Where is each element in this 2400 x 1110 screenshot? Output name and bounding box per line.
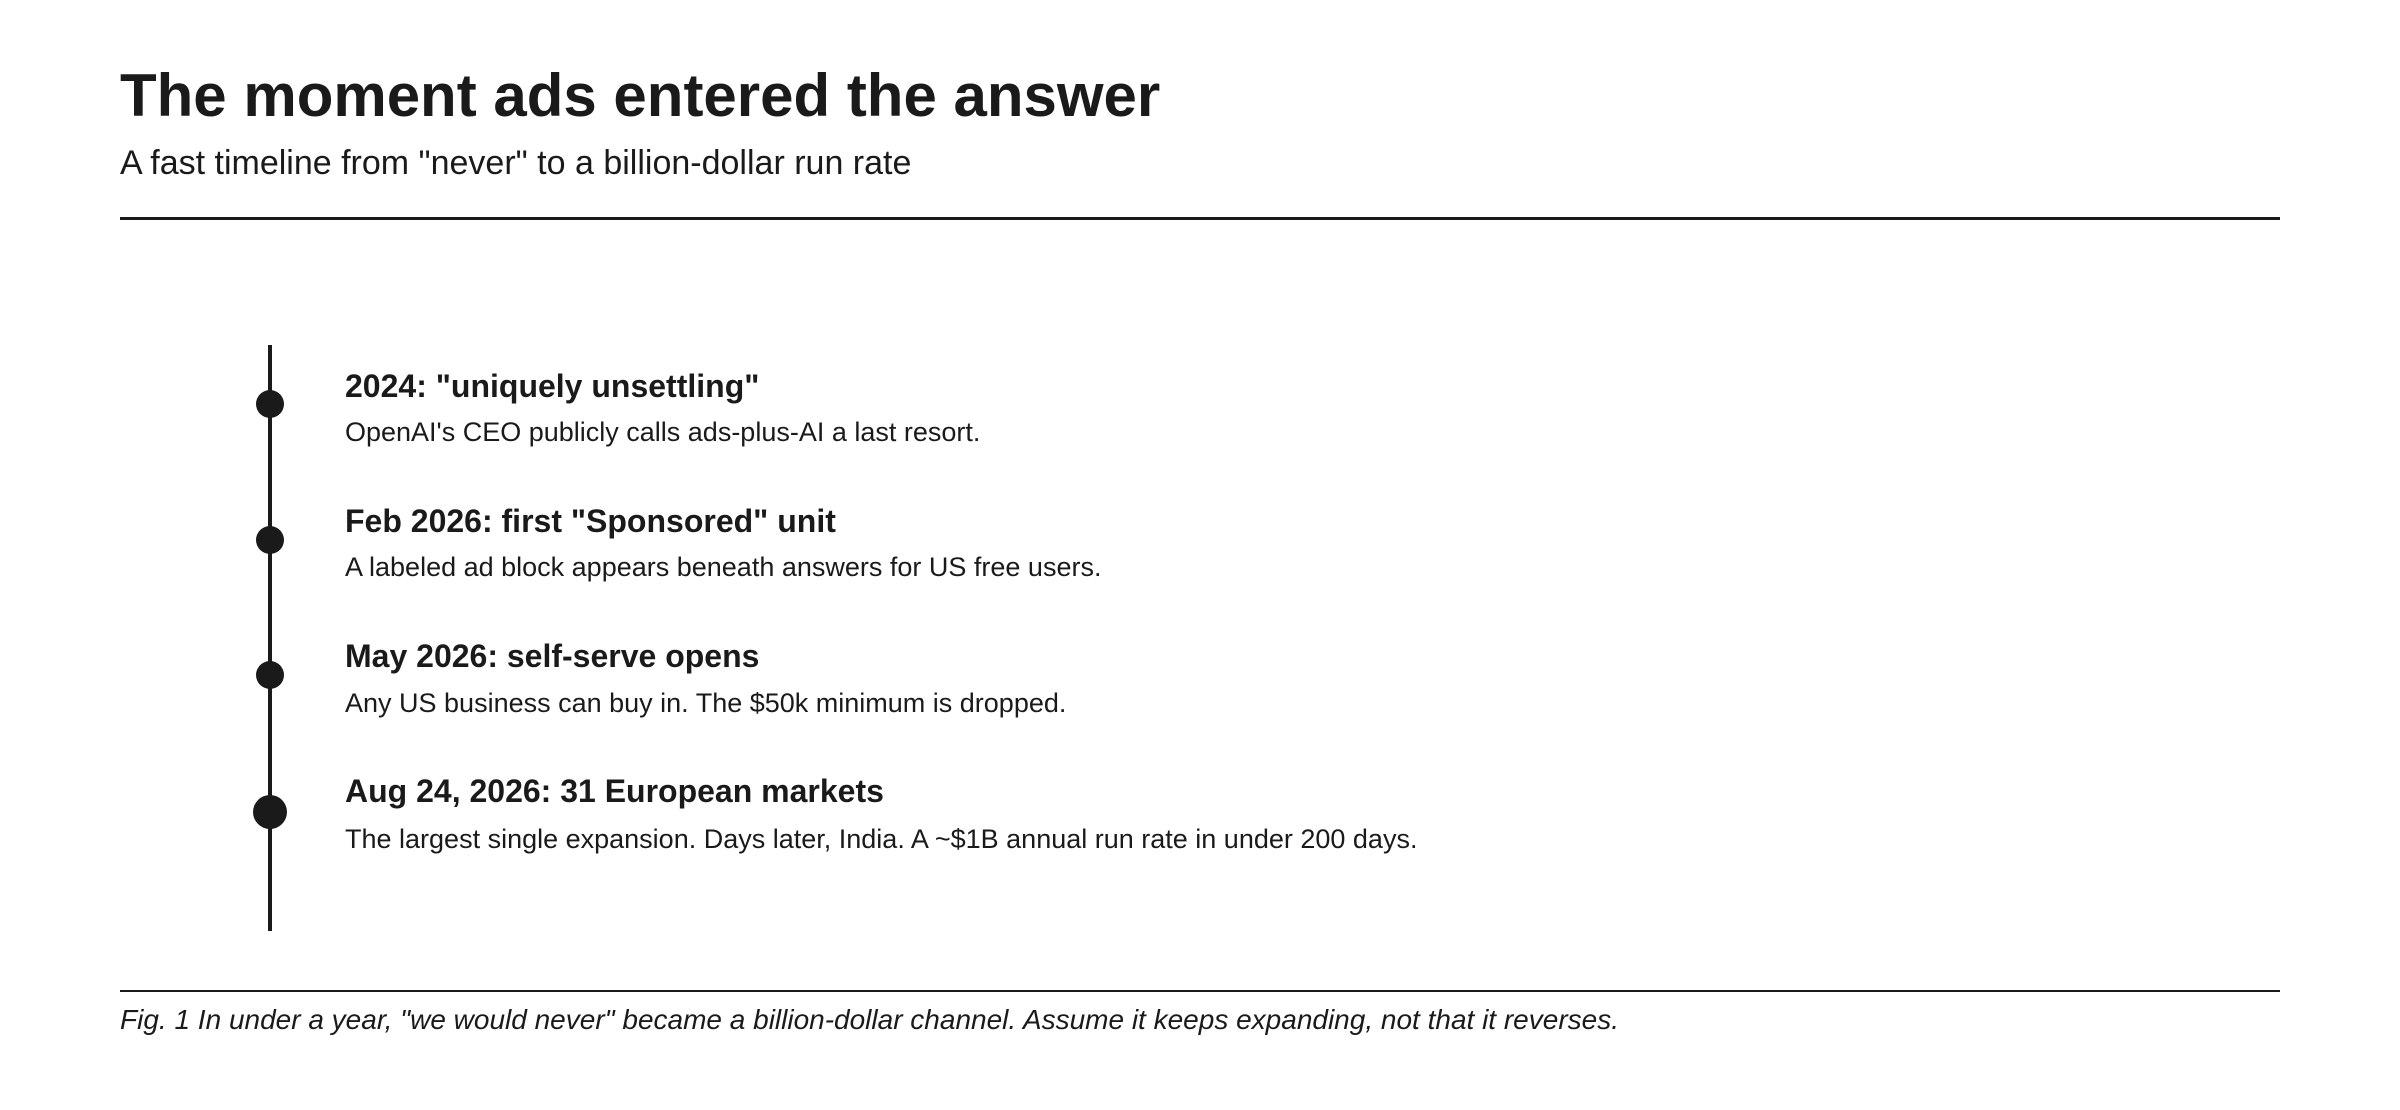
page-subtitle: A fast timeline from "never" to a billion-dollar run rate [120,144,912,182]
timeline-dot [256,526,284,554]
event-title: Feb 2026: first "Sponsored" unit [345,503,836,539]
figure-caption: Fig. 1 In under a year, "we would never" became a billion-dollar channel. Assume it keeps expanding, not that it reverses. [120,1004,1619,1035]
event-title: 2024: "uniquely unsettling" [345,368,760,404]
page-title: The moment ads entered the answer [120,62,1161,129]
event-description: The largest single expansion. Days later, India. A ~$1B annual run rate in under 200 days. [345,824,1418,854]
event-description: OpenAI's CEO publicly calls ads-plus-AI a last resort. [345,417,981,447]
caption-divider [120,990,2280,992]
event-title: May 2026: self-serve opens [345,638,760,674]
header-divider [120,217,2280,220]
event-description: Any US business can buy in. The $50k minimum is dropped. [345,688,1067,718]
timeline-dot [256,390,284,418]
timeline-dot-large [253,795,287,829]
timeline-axis [268,345,272,931]
event-description: A labeled ad block appears beneath answers for US free users. [345,552,1102,582]
timeline-dot [256,661,284,689]
event-title: Aug 24, 2026: 31 European markets [345,773,884,809]
